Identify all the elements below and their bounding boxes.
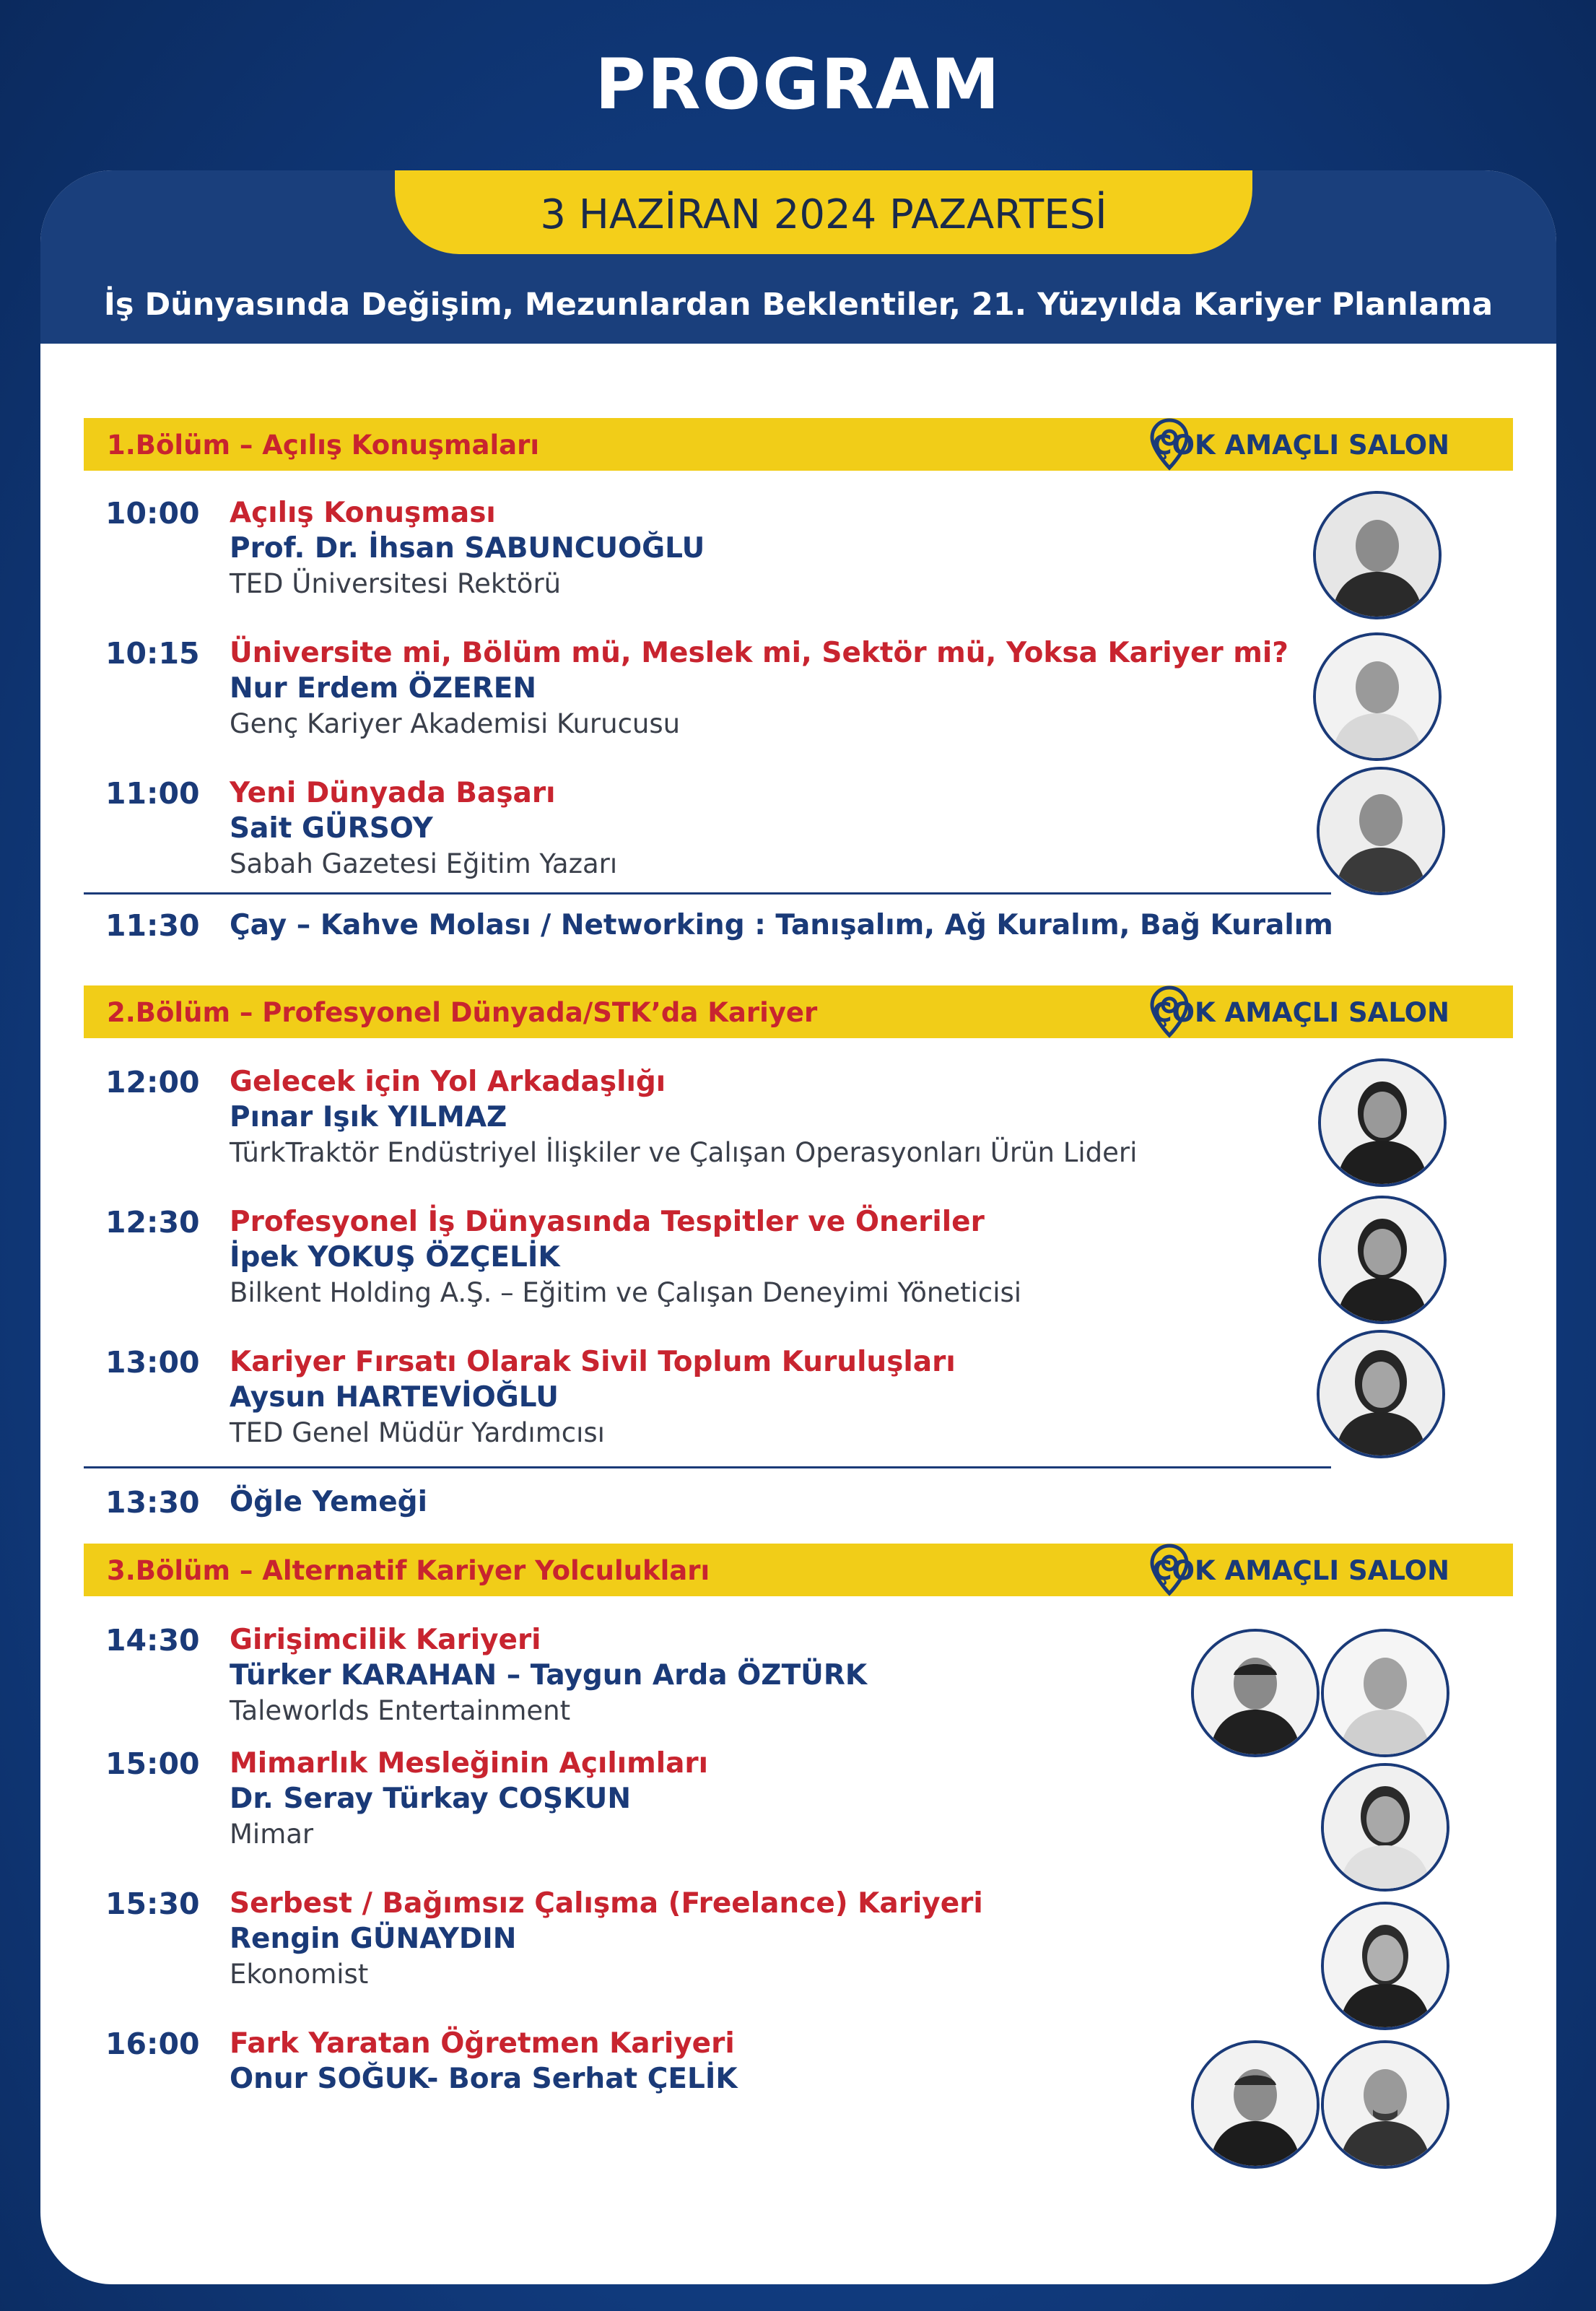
item-title: Girişimcilik Kariyeri bbox=[230, 1624, 541, 1656]
item-time: 15:00 bbox=[105, 1746, 200, 1781]
item-title: Gelecek için Yol Arkadaşlığı bbox=[230, 1066, 666, 1098]
item-time: 12:00 bbox=[105, 1065, 200, 1100]
item-speaker: Sait GÜRSOY bbox=[230, 812, 433, 845]
item-organization: TED Üniversitesi Rektörü bbox=[230, 568, 562, 599]
item-speaker: Pınar Işık YILMAZ bbox=[230, 1101, 507, 1133]
session-bar-1 bbox=[84, 418, 1513, 471]
venue-label: ÇOK AMAÇLI SALON bbox=[1152, 1555, 1449, 1586]
item-organization: TürkTraktör Endüstriyel İlişkiler ve Çalışan Operasyonları Ürün Lideri bbox=[230, 1137, 1138, 1168]
item-organization: Ekonomist bbox=[230, 1959, 369, 1990]
item-title: Profesyonel İş Dünyasında Tespitler ve Öneriler bbox=[230, 1206, 985, 1238]
session-title: 2.Bölüm – Profesyonel Dünyada/STK’da Kariyer bbox=[107, 997, 818, 1028]
speaker-photo bbox=[1318, 1196, 1447, 1324]
speaker-photo bbox=[1317, 1330, 1445, 1458]
item-speaker: Nur Erdem ÖZEREN bbox=[230, 672, 537, 705]
speaker-photo bbox=[1317, 767, 1445, 895]
speaker-photo bbox=[1191, 1629, 1320, 1757]
date-banner: 3 HAZİRAN 2024 PAZARTESİ bbox=[395, 170, 1252, 254]
item-title: Öğle Yemeği bbox=[230, 1486, 427, 1518]
item-speaker: Aysun HARTEVİOĞLU bbox=[230, 1381, 559, 1414]
speaker-photo bbox=[1321, 1629, 1449, 1757]
session-title: 1.Bölüm – Açılış Konuşmaları bbox=[107, 430, 540, 461]
speaker-photo bbox=[1313, 632, 1442, 761]
item-speaker: Dr. Seray Türkay COŞKUN bbox=[230, 1783, 631, 1815]
program-card bbox=[40, 170, 1556, 2284]
speaker-photo bbox=[1318, 1058, 1447, 1187]
item-title: Serbest / Bağımsız Çalışma (Freelance) Kariyeri bbox=[230, 1887, 983, 1920]
item-time: 16:00 bbox=[105, 2027, 200, 2061]
item-organization: TED Genel Müdür Yardımcısı bbox=[230, 1417, 605, 1448]
speaker-photo bbox=[1321, 1763, 1449, 1892]
page-title: PROGRAM bbox=[595, 44, 1001, 125]
item-time: 14:30 bbox=[105, 1623, 200, 1658]
speaker-photo bbox=[1313, 491, 1442, 619]
item-time: 11:30 bbox=[105, 908, 200, 943]
item-time: 13:30 bbox=[105, 1485, 200, 1520]
item-organization: Mimar bbox=[230, 1819, 314, 1850]
item-time: 10:00 bbox=[105, 496, 200, 531]
item-title: Kariyer Fırsatı Olarak Sivil Toplum Kuruluşları bbox=[230, 1346, 956, 1378]
item-title: Fark Yaratan Öğretmen Kariyeri bbox=[230, 2027, 735, 2060]
item-speaker: İpek YOKUŞ ÖZÇELİK bbox=[230, 1241, 560, 1274]
card-header bbox=[40, 170, 1556, 344]
item-time: 12:30 bbox=[105, 1205, 200, 1240]
item-time: 11:00 bbox=[105, 776, 200, 811]
speaker-photo bbox=[1321, 2040, 1449, 2169]
item-organization: Sabah Gazetesi Eğitim Yazarı bbox=[230, 848, 618, 879]
item-time: 15:30 bbox=[105, 1886, 200, 1921]
speaker-photo bbox=[1321, 1902, 1449, 2030]
item-title: Mimarlık Mesleğinin Açılımları bbox=[230, 1747, 708, 1780]
session-title: 3.Bölüm – Alternatif Kariyer Yolculukları bbox=[107, 1555, 710, 1586]
item-title: Çay – Kahve Molası / Networking : Tanışalım, Ağ Kuralım, Bağ Kuralım bbox=[230, 909, 1333, 941]
item-title: Açılış Konuşması bbox=[230, 497, 496, 529]
item-time: 10:15 bbox=[105, 636, 200, 671]
item-time: 13:00 bbox=[105, 1345, 200, 1380]
divider bbox=[84, 1466, 1331, 1468]
item-organization: Bilkent Holding A.Ş. – Eğitim ve Çalışan Deneyimi Yöneticisi bbox=[230, 1277, 1022, 1308]
item-title: Yeni Dünyada Başarı bbox=[230, 777, 556, 809]
venue-label: ÇOK AMAÇLI SALON bbox=[1152, 997, 1449, 1028]
session-bar-2 bbox=[84, 985, 1513, 1038]
venue-label: ÇOK AMAÇLI SALON bbox=[1152, 430, 1449, 461]
item-organization: Taleworlds Entertainment bbox=[230, 1695, 571, 1726]
item-title: Üniversite mi, Bölüm mü, Meslek mi, Sektör mü, Yoksa Kariyer mi? bbox=[230, 637, 1288, 669]
program-subtitle: İş Dünyasında Değişim, Mezunlardan Beklentiler, 21. Yüzyılda Kariyer Planlama bbox=[103, 287, 1493, 323]
divider bbox=[84, 892, 1331, 895]
speaker-photo bbox=[1191, 2040, 1320, 2169]
item-organization: Genç Kariyer Akademisi Kurucusu bbox=[230, 708, 681, 739]
item-speaker: Rengin GÜNAYDIN bbox=[230, 1923, 517, 1955]
session-bar-3 bbox=[84, 1544, 1513, 1596]
item-speaker: Prof. Dr. İhsan SABUNCUOĞLU bbox=[230, 532, 705, 565]
item-speaker: Onur SOĞUK- Bora Serhat ÇELİK bbox=[230, 2063, 738, 2095]
item-speaker: Türker KARAHAN – Taygun Arda ÖZTÜRK bbox=[230, 1659, 868, 1692]
